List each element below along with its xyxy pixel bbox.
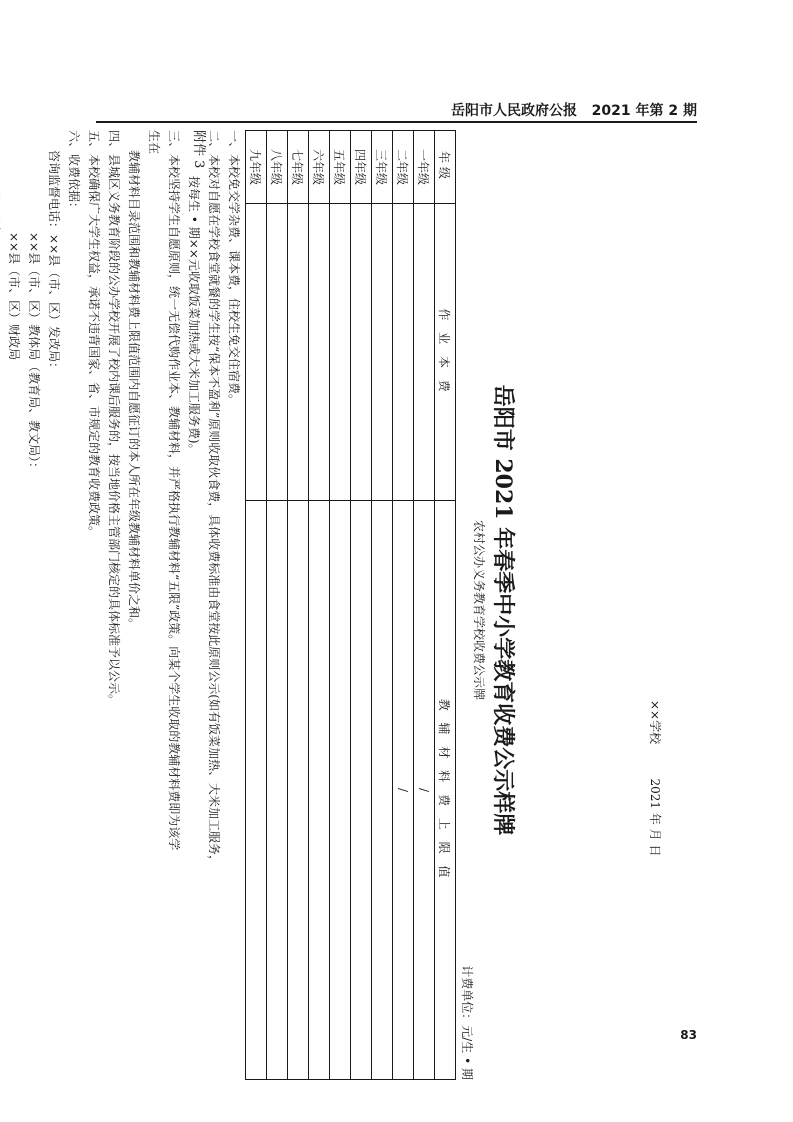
- workbook-cell: [393, 204, 414, 501]
- consult-label: 咨询监督电话：: [47, 150, 61, 235]
- aux-cell: [288, 501, 309, 1080]
- fee-table: [245, 130, 456, 1080]
- note-4: 四、县城区义务教育阶段的公办学校开展了校内课后服务的，按当地价格主管部门核定的具体标准予以公示。: [107, 130, 121, 707]
- workbook-cell: [288, 204, 309, 501]
- aux-cell: [309, 501, 330, 1080]
- note-1: 一、本校免交学杂费、课本费，住校生免交住宿费。: [227, 130, 241, 407]
- bulletin-header: [451, 100, 697, 120]
- workbook-cell: [309, 204, 330, 501]
- school-name: ××学校: [648, 700, 662, 745]
- annex-label: 附件 3: [191, 130, 206, 169]
- note-2-continued: 按每生 • 期××元收取饭菜加热或大米加工服务费)。: [187, 176, 201, 456]
- header-rule: [96, 121, 697, 123]
- billing-unit: 计费单位：元/生 • 期: [460, 965, 474, 1080]
- note-3: 三、本校坚持学生自愿原则，统一无偿代购作业本、教辅材料，并严格执行教辅材料“五限”政策。向某个学生收取的教辅材料费即为该学: [167, 130, 181, 851]
- document-title: 岳阳市 2021 年春季中小学教育收费公示样牌: [490, 384, 516, 836]
- table-row: [393, 131, 414, 1080]
- contact-education-bureau: ××县（市、区）教体局（教育局、教文局）：: [27, 232, 41, 475]
- grade-cell: 五年级: [330, 131, 351, 204]
- aux-cell: [330, 501, 351, 1080]
- grade-cell: 九年级: [246, 131, 267, 204]
- rotated-document: [7, 130, 540, 1090]
- aux-cell: [267, 501, 288, 1080]
- column-header-aux-materials: 教 辅 材 料 费 上 限 值: [435, 501, 456, 1080]
- note-6: 六、收费依据：: [67, 130, 81, 215]
- workbook-cell: [267, 204, 288, 501]
- grade-cell: 四年级: [351, 131, 372, 204]
- notes-section: [0, 130, 244, 1060]
- grade-cell: 七年级: [288, 131, 309, 204]
- column-header-workbook: 作 业 本 费: [435, 204, 456, 501]
- workbook-cell: [246, 204, 267, 501]
- document-subtitle: 农村公办义务教育学校收费公示牌: [472, 519, 486, 700]
- table-row: [309, 131, 330, 1080]
- price-report-line: [0, 130, 4, 1060]
- aux-cell: /: [393, 501, 414, 1080]
- contact-finance-bureau: ××县（市、区）财政局: [7, 232, 21, 361]
- aux-cell: [372, 501, 393, 1080]
- signature-block: [640, 700, 680, 1020]
- grade-cell: 六年级: [309, 131, 330, 204]
- workbook-cell: [414, 204, 435, 501]
- aux-cell: [351, 501, 372, 1080]
- aux-cell: [246, 501, 267, 1080]
- page-number: 83: [680, 1028, 697, 1042]
- contact-reform-bureau: ××县（市、区）发改局：: [47, 234, 61, 375]
- note-3-continued: 生在: [147, 130, 161, 155]
- grade-cell: 三年级: [372, 131, 393, 204]
- table-row: [246, 131, 267, 1080]
- signature-date: 2021 年 月 日: [648, 778, 662, 857]
- note-5: 五、本校确保广大学生权益，承诺不违背国家、省、市规定的教育收费政策。: [87, 130, 101, 539]
- consult-line: [44, 130, 64, 1060]
- workbook-cell: [372, 204, 393, 501]
- grade-cell: 二年级: [393, 131, 414, 204]
- table-row: [288, 131, 309, 1080]
- note-3-paragraph: 教辅材料目录范围和教辅材料费上限值范围内自愿征订的本人所在年级教辅材料单价之和。: [127, 150, 141, 631]
- aux-cell: /: [414, 501, 435, 1080]
- bulletin-title: 岳阳市人民政府公报: [451, 103, 578, 119]
- table-row: [414, 131, 435, 1080]
- table-row: [372, 131, 393, 1080]
- bulletin-issue: 2021 年第 2 期: [591, 103, 697, 119]
- grade-cell: 一年级: [414, 131, 435, 204]
- workbook-cell: [330, 204, 351, 501]
- column-header-grade: 年级: [435, 131, 456, 204]
- note-2: 二、本校对自愿在学校食堂就餐的学生按“保本不盈利”原则收取伙食费，具体收费标准由食堂按此原则公示(如有饭菜加热、大米加工服务，: [207, 130, 221, 867]
- table-row: [351, 131, 372, 1080]
- workbook-cell: [351, 204, 372, 501]
- table-header-row: [435, 131, 456, 1080]
- grade-cell: 八年级: [267, 131, 288, 204]
- table-row: [267, 131, 288, 1080]
- table-row: [330, 131, 351, 1080]
